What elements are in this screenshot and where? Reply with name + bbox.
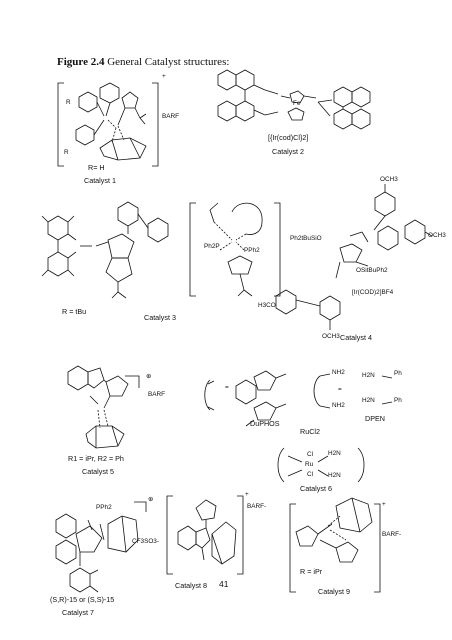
c9-name: Catalyst 9 [318, 587, 350, 596]
c6-ligand-a: DuPHOS [250, 419, 280, 428]
c3-note: R = tBu [62, 307, 87, 316]
c2-metal: Fe [293, 100, 301, 107]
catalyst-4-structure [276, 184, 432, 330]
c4-methoxy-top: OCH3 [380, 176, 398, 183]
c8-name: Catalyst 8 [175, 581, 207, 590]
catalyst-7-structure [56, 502, 146, 592]
c5-name: Catalyst 5 [82, 467, 114, 476]
c4-methoxy-right: OCH3 [428, 232, 446, 239]
c6-h2n-bottom: H2N [362, 397, 375, 404]
figure-title: General Catalyst structures: [107, 56, 230, 68]
c6-h2n-ru-bottom: H2N [328, 472, 341, 479]
catalyst-1-structure [58, 83, 158, 166]
c1-counterion: BARF [162, 113, 180, 120]
c2-name: Catalyst 2 [272, 147, 304, 156]
c4-name: Catalyst 4 [340, 333, 372, 342]
c5-counterion: BARF [148, 391, 166, 398]
c3-name: Catalyst 3 [144, 313, 176, 322]
c6-ph-top: Ph [394, 370, 402, 377]
c1-r-label-2: R [64, 149, 69, 156]
c4-silyl-right: OSitBuPh2 [356, 267, 388, 274]
c6-name: Catalyst 6 [300, 484, 332, 493]
c9-counterion: BARF- [382, 531, 402, 538]
c4-silyl-left: Ph2tBuSiO [290, 235, 322, 242]
c1-note: R= H [88, 163, 105, 172]
catalyst-9-structure [290, 498, 380, 592]
c6-nh2-bottom: NH2 [332, 402, 345, 409]
c4-methoxy-left: H3CO [258, 302, 276, 309]
c2-note: [{Ir(cod)Cl}2] [268, 133, 309, 142]
c5-charge: ⊕ [146, 373, 152, 380]
c6-nh2-top: NH2 [332, 369, 345, 376]
c6-cl-bottom: Cl [307, 471, 314, 478]
c8-counterion: BARF- [247, 503, 267, 510]
c7-phosphine: PPh2 [96, 504, 112, 511]
figure-label: Figure 2.4 [57, 56, 105, 68]
c1-name: Catalyst 1 [84, 176, 116, 185]
catalyst-5-structure [68, 366, 139, 448]
page-number: 41 [219, 579, 229, 589]
c6-ligand-b: DPEN [365, 414, 385, 423]
c1-r-label: R [66, 99, 71, 106]
c6-h2n-ru-top: H2N [328, 450, 341, 457]
c4-methoxy-bottom: OCH3 [322, 333, 340, 340]
c3-phosphine-left: Ph2P [204, 243, 220, 250]
c1-charge: + [162, 73, 166, 80]
c6-equals: = [225, 384, 229, 391]
c6-cl-top: Cl [307, 451, 314, 458]
c7-note: (S,R)-15 or (S,S)-15 [50, 595, 115, 604]
c7-name: Catalyst 7 [62, 608, 94, 617]
c9-note: R = iPr [300, 567, 323, 576]
c5-note: R1 = iPr, R2 = Ph [68, 454, 124, 463]
c9-charge: + [382, 501, 386, 508]
c3-phosphine-right: PPh2 [244, 247, 260, 254]
catalyst-6-structure [205, 371, 392, 482]
c7-counterion: CF3SO3- [132, 538, 159, 545]
c6-h2n-top: H2N [362, 372, 375, 379]
c8-charge: + [245, 491, 249, 498]
c6-equals-2: = [338, 386, 342, 393]
c6-ru: Ru [305, 461, 314, 468]
catalyst-8-structure [167, 496, 243, 574]
c6-ph-bottom: Ph [394, 397, 402, 404]
c4-salt: [Ir(COD)2]BF4 [352, 289, 394, 296]
c6-metal-salt: RuCl2 [300, 427, 320, 436]
c7-charge: ⊕ [148, 496, 154, 503]
